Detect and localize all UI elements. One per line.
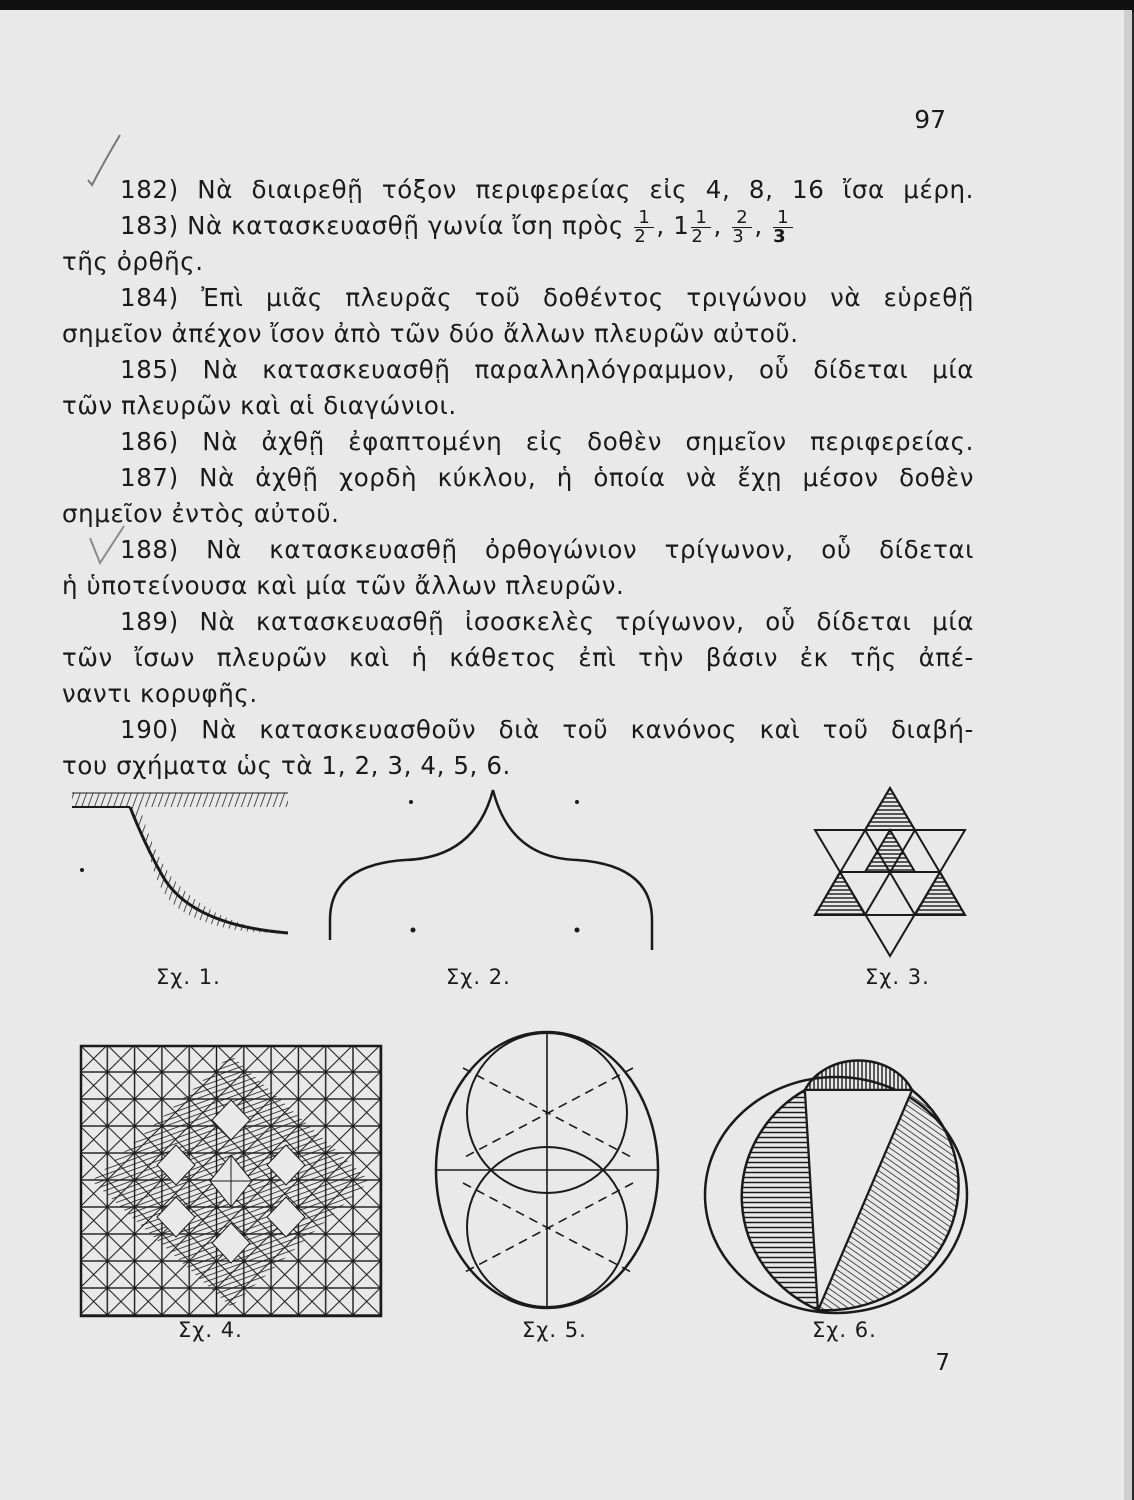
figure-2	[325, 790, 660, 950]
figure-1	[70, 785, 300, 955]
caption-fig-6: Σχ. 6.	[812, 1318, 877, 1342]
exercise-183-text: 183) Νὰ κατασκευασθῇ γωνία ἴση πρὸς	[120, 211, 624, 240]
exercise-185: 185) Νὰ κατασκευασθῇ παραλληλόγραμμον, οὗ δίδεται μία	[120, 355, 974, 384]
caption-fig-5: Σχ. 5.	[522, 1318, 587, 1342]
exercise-189-cont: τῶν ἴσων πλευρῶν καὶ ἡ κάθετος ἐπὶ τὴν βάσιν ἐκ τῆς ἀπέ-	[62, 643, 974, 672]
fraction-3: $\frac{2}{3}$	[732, 209, 752, 246]
exercise-list	[62, 172, 974, 784]
exercise-189: 189) Νὰ κατασκευασθῇ ἰσοσκελὲς τρίγωνον, οὗ δίδεται μία	[120, 607, 974, 636]
exercise-189-cont2: ναντι κορυφῆς.	[62, 679, 258, 708]
figure-6	[700, 1040, 975, 1320]
exercise-183: 183) Νὰ κατασκευασθῇ γωνία ἴση πρὸς $\frac{1}{2}$ , 1 $\frac{1}{2}$ , $\frac{2}{3}$ , $\frac{1}{3}$	[62, 208, 974, 244]
exercise-190-cont: του σχήματα ὡς τὰ 1, 2, 3, 4, 5, 6.	[62, 751, 511, 780]
fraction-1: $\frac{1}{2}$	[634, 209, 654, 246]
exercise-190: 190) Νὰ κατασκευασθοῦν διὰ τοῦ κανόνος καὶ τοῦ διαβή-	[120, 715, 974, 744]
exercise-184-cont: σημεῖον ἀπέχον ἴσον ἀπὸ τῶν δύο ἄλλων πλευρῶν αὐτοῦ.	[62, 319, 799, 348]
pencil-check-mark	[86, 518, 136, 578]
exercise-187: 187) Νὰ ἀχθῇ χορδὴ κύκλου, ἡ ὁποία νὰ ἔχῃ μέσον δοθὲν	[120, 463, 974, 492]
caption-fig-1: Σχ. 1.	[156, 965, 221, 989]
signature-mark: 7	[935, 1350, 950, 1376]
figure-5	[428, 1028, 668, 1318]
exercise-186: 186) Νὰ ἀχθῇ ἐφαπτομένη εἰς δοθὲν σημεῖον περιφερείας.	[120, 427, 974, 456]
book-page	[0, 10, 1132, 1500]
exercise-188: 188) Νὰ κατασκευασθῇ ὀρθογώνιον τρίγωνον, οὗ δίδεται	[120, 535, 974, 564]
fraction-2: $\frac{1}{2}$	[691, 209, 711, 246]
exercise-185-cont: τῶν πλευρῶν καὶ αἱ διαγώνιοι.	[62, 391, 457, 420]
exercise-183-cont: τῆς ὀρθῆς.	[62, 247, 204, 276]
fraction-4: $\frac{1}{3}$	[773, 209, 793, 246]
exercise-184: 184) Ἐπὶ μιᾶς πλευρᾶς τοῦ δοθέντος τριγώνου νὰ εὑρεθῇ	[120, 283, 974, 312]
exercise-188-cont: ἡ ὑποτείνουσα καὶ μία τῶν ἄλλων πλευρῶν.	[62, 571, 625, 600]
pencil-tick-mark	[80, 130, 140, 200]
figure-3	[805, 780, 975, 960]
caption-fig-3: Σχ. 3.	[865, 965, 930, 989]
exercise-187-cont: σημεῖον ἐντὸς αὐτοῦ.	[62, 499, 340, 528]
figure-4	[80, 1045, 382, 1317]
exercise-182: 182) Νὰ διαιρεθῇ τόξον περιφερείας εἰς 4, 8, 16 ἴσα μέρη.	[120, 175, 974, 204]
page-number: 97	[914, 105, 946, 134]
caption-fig-4: Σχ. 4.	[178, 1318, 243, 1342]
caption-fig-2: Σχ. 2.	[446, 965, 511, 989]
